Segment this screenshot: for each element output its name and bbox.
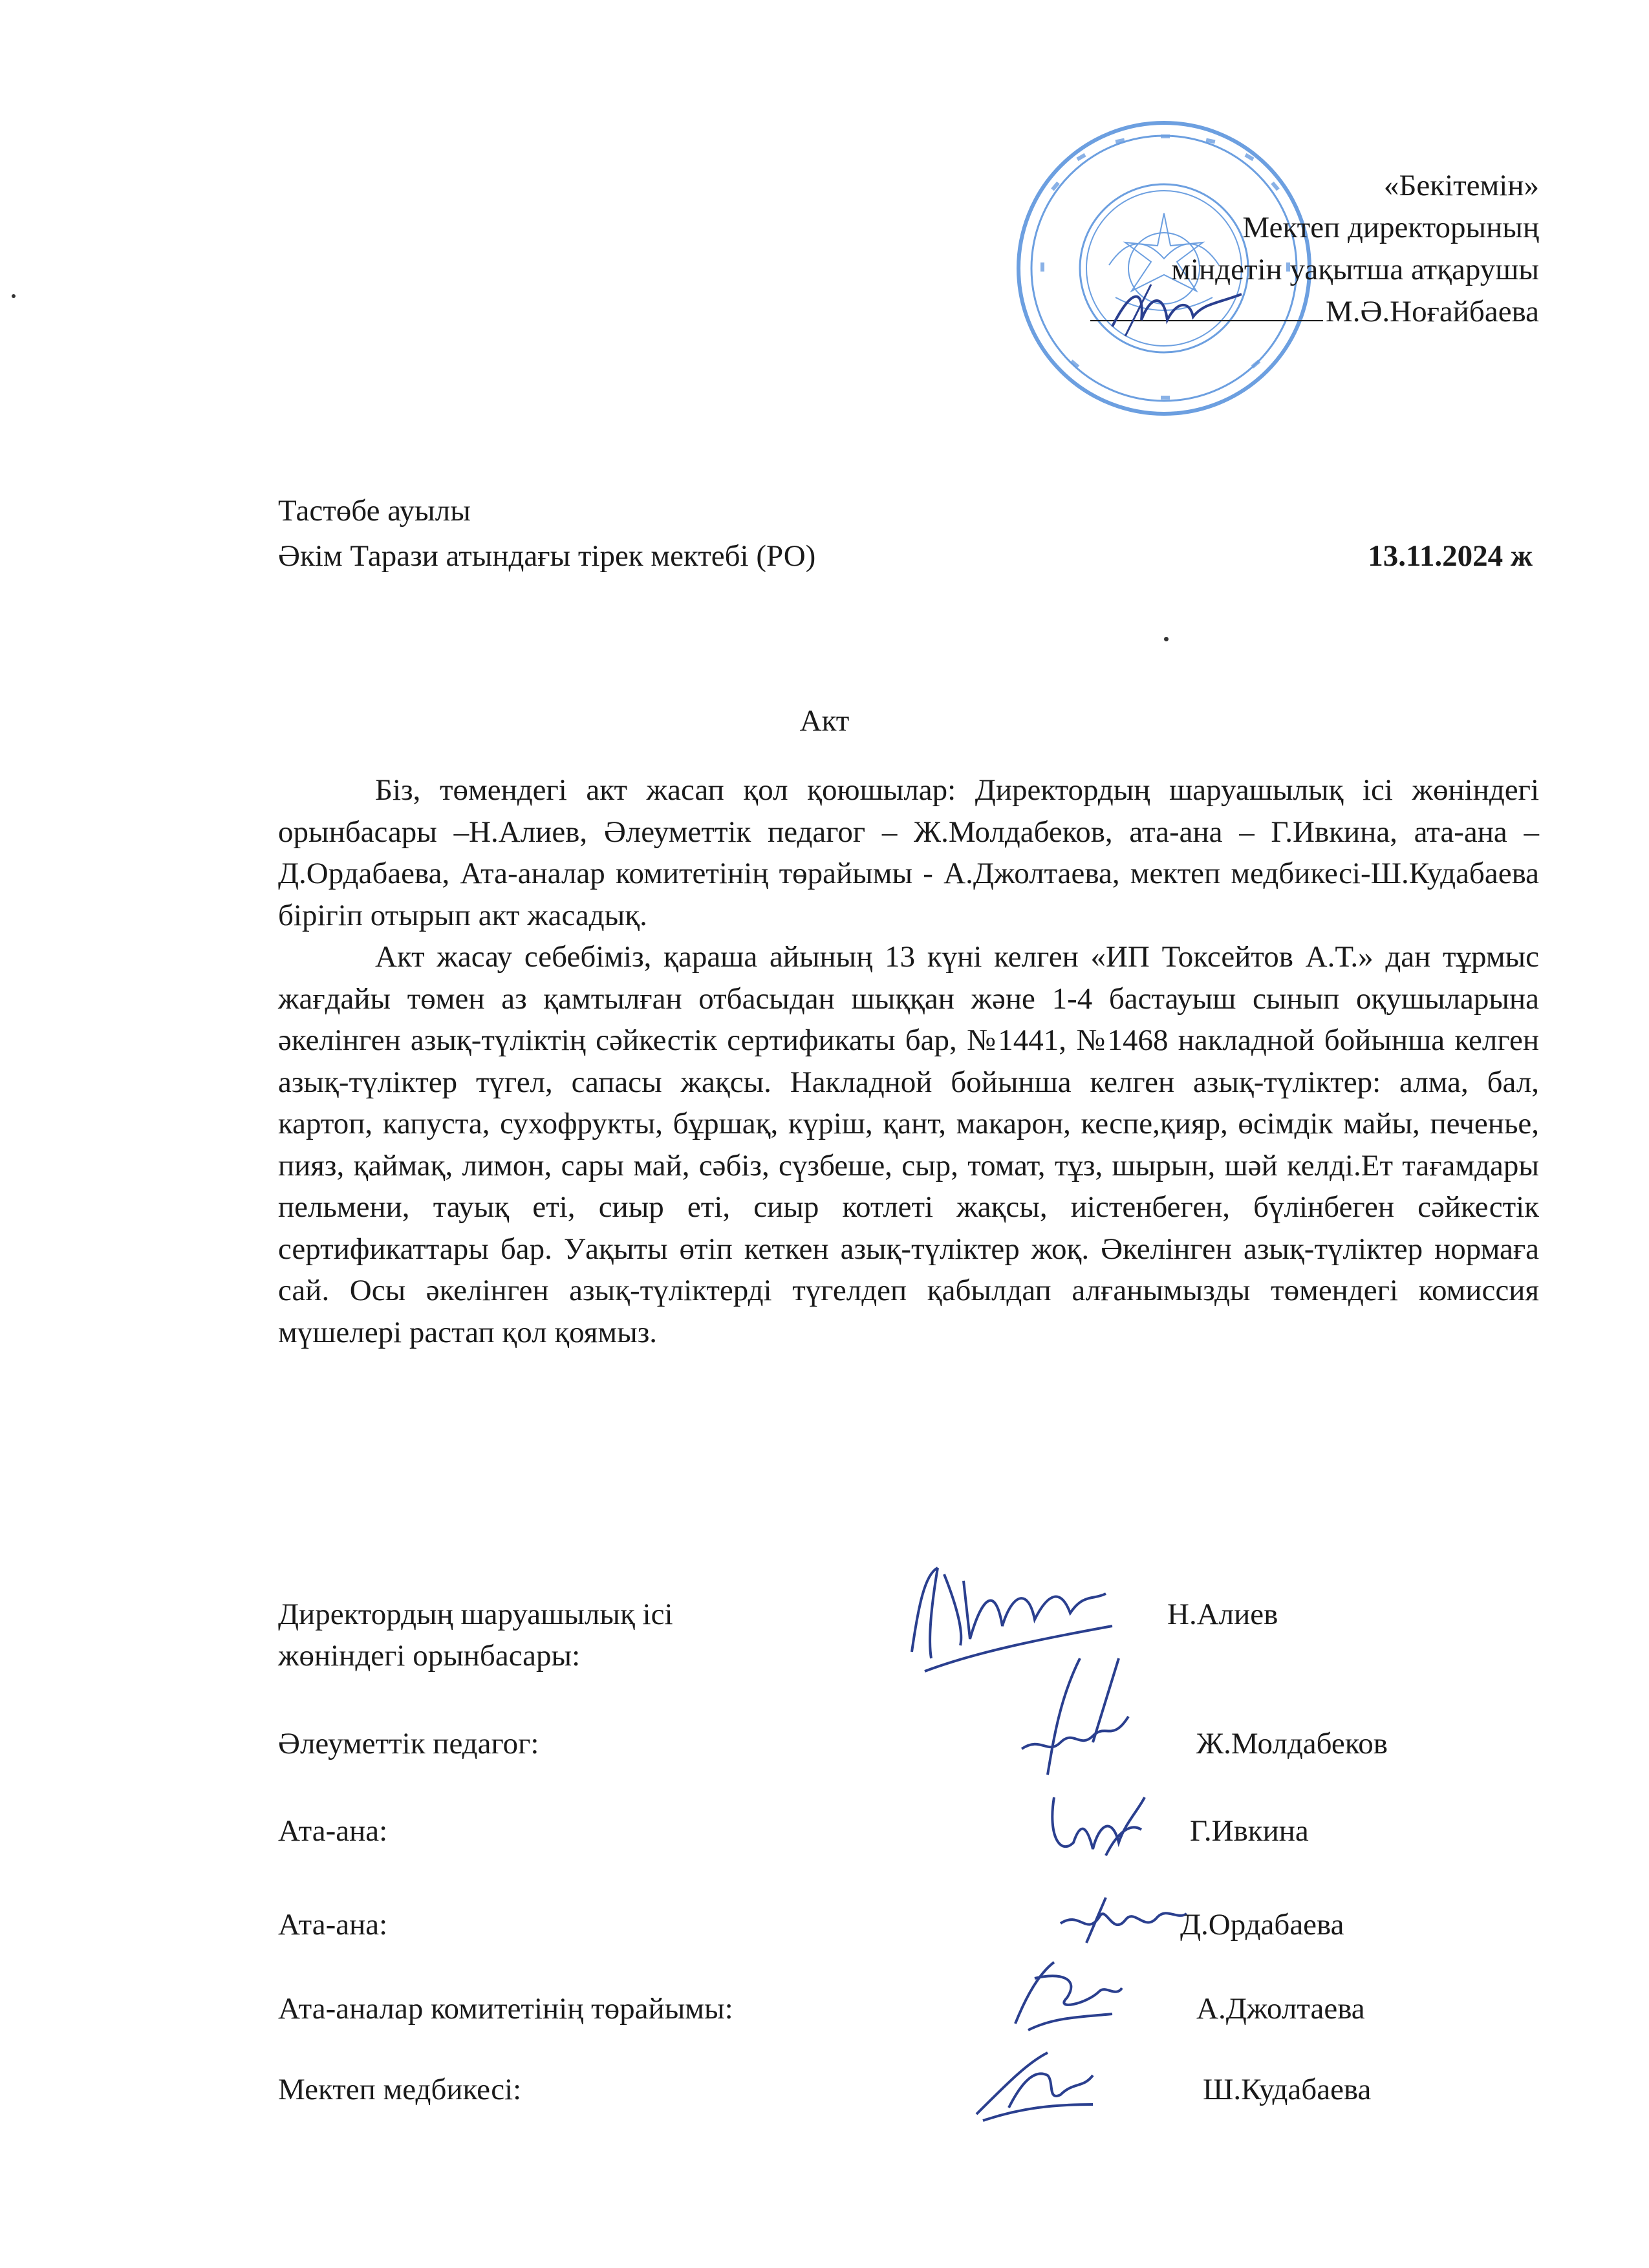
approval-signer: М.Ә.Ноғайбаева	[1325, 295, 1539, 328]
signature-row-6	[278, 2069, 1539, 2114]
header-left	[278, 488, 815, 579]
signature-row-4	[278, 1904, 1539, 1949]
document-title: Акт	[799, 704, 850, 738]
signature-icon	[1002, 1952, 1125, 2043]
signature-name: Н.Алиев	[1167, 1598, 1278, 1631]
signature-icon	[1009, 1645, 1138, 1788]
signature-name: Г.Ивкина	[1190, 1814, 1309, 1848]
signature-name: А.Джолтаева	[1196, 1992, 1365, 2026]
scan-speck	[12, 294, 16, 298]
signature-role: Әлеуметтік педагог:	[278, 1727, 539, 1760]
document-body	[278, 769, 1539, 1353]
signature-icon	[1054, 1891, 1190, 1956]
signature-row-5	[278, 1988, 1539, 2033]
signature-name: Ж.Молдабеков	[1196, 1727, 1388, 1760]
signature-row-2	[278, 1723, 1539, 1768]
approval-line-1: Мектеп директорының	[1242, 211, 1539, 244]
village-name: Тастөбе ауылы	[278, 494, 471, 528]
approval-signer-line	[957, 291, 1539, 333]
approval-line-2: міндетін уақытша атқарушы	[1171, 253, 1539, 286]
signature-icon	[970, 2043, 1099, 2127]
document-date: 13.11.2024 ж	[1368, 539, 1533, 573]
school-name: Әкім Тарази атындағы тірек мектебі (РО)	[278, 539, 816, 573]
signature-role: Мектеп медбикесі:	[278, 2073, 522, 2106]
signature-role: Ата-ана:	[278, 1814, 388, 1848]
signature-role: Ата-аналар комитетінің төрайымы:	[278, 1992, 733, 2026]
signature-icon	[1035, 1784, 1151, 1868]
signature-row-3	[278, 1810, 1539, 1856]
signature-row-1	[278, 1594, 1539, 1678]
signature-role: Ата-ана:	[278, 1908, 388, 1942]
paragraph-1: Біз, төмендегі акт жасап қол қоюшылар: Директордың шаруашылық ісі жөніндегі орынбасары –Н.Алиев, Әлеуметтік педагог – Ж.Молдабеков, ата-ана – Г.Ивкина, ата-ана – Д.Ордабаева, Ата-аналар комитетінің төрайымы - А.Джолтаева, мектеп медбикесі-Ш.Кудабаева бірігіп отырып акт жасадық.	[278, 773, 1539, 932]
signature-name: Д.Ордабаева	[1180, 1908, 1344, 1942]
paragraph-2: Акт жасау себебіміз, қараша айының 13 күні келген «ИП Токсейтов А.Т.» дан тұрмыс жағдайы төмен аз қамтылған отбасыдан шыққан және 1-4 бастауыш сынып оқушыларына әкелінген азық-түліктің сәйкестік сертификаты бар, №1441, №1468 накладной бойынша келген азық-түліктер түгел, сапасы жақсы. Накладной бойынша келген азық-түліктер: алма, бал, картоп, капуста, сухофрукты, бұршақ, күріш, қант, макарон, кеспе,қияр, өсімдік майы, печенье, пияз, қаймақ, лимон, сары май, сәбіз, сүзбеше, сыр, томат, тұз, шырын, шәй келді.Ет тағамдары пельмени, тауық еті, сиыр еті, сиыр котлеті жақсы, иістенбеген, бүлінбеген сәйкестік сертификаттары бар. Уақыты өтіп кеткен азық-түліктер жоқ. Әкелінген азық-түліктер нормаға сай. Осы әкелінген азық-түліктерді түгелдеп қабылдап алғанымызды төмендегі комиссия мүшелері растап қол қоямыз.	[278, 940, 1539, 1349]
approval-block	[957, 165, 1539, 333]
signature-role-line-2: жөніндегі орынбасары:	[278, 1639, 581, 1673]
approval-title: «Бекітемін»	[1383, 169, 1539, 202]
director-signature-icon	[1106, 275, 1248, 346]
signature-role: Директордың шаруашылық ісі	[278, 1598, 673, 1631]
signature-name: Ш.Кудабаева	[1203, 2073, 1372, 2106]
scan-speck	[1164, 637, 1169, 641]
